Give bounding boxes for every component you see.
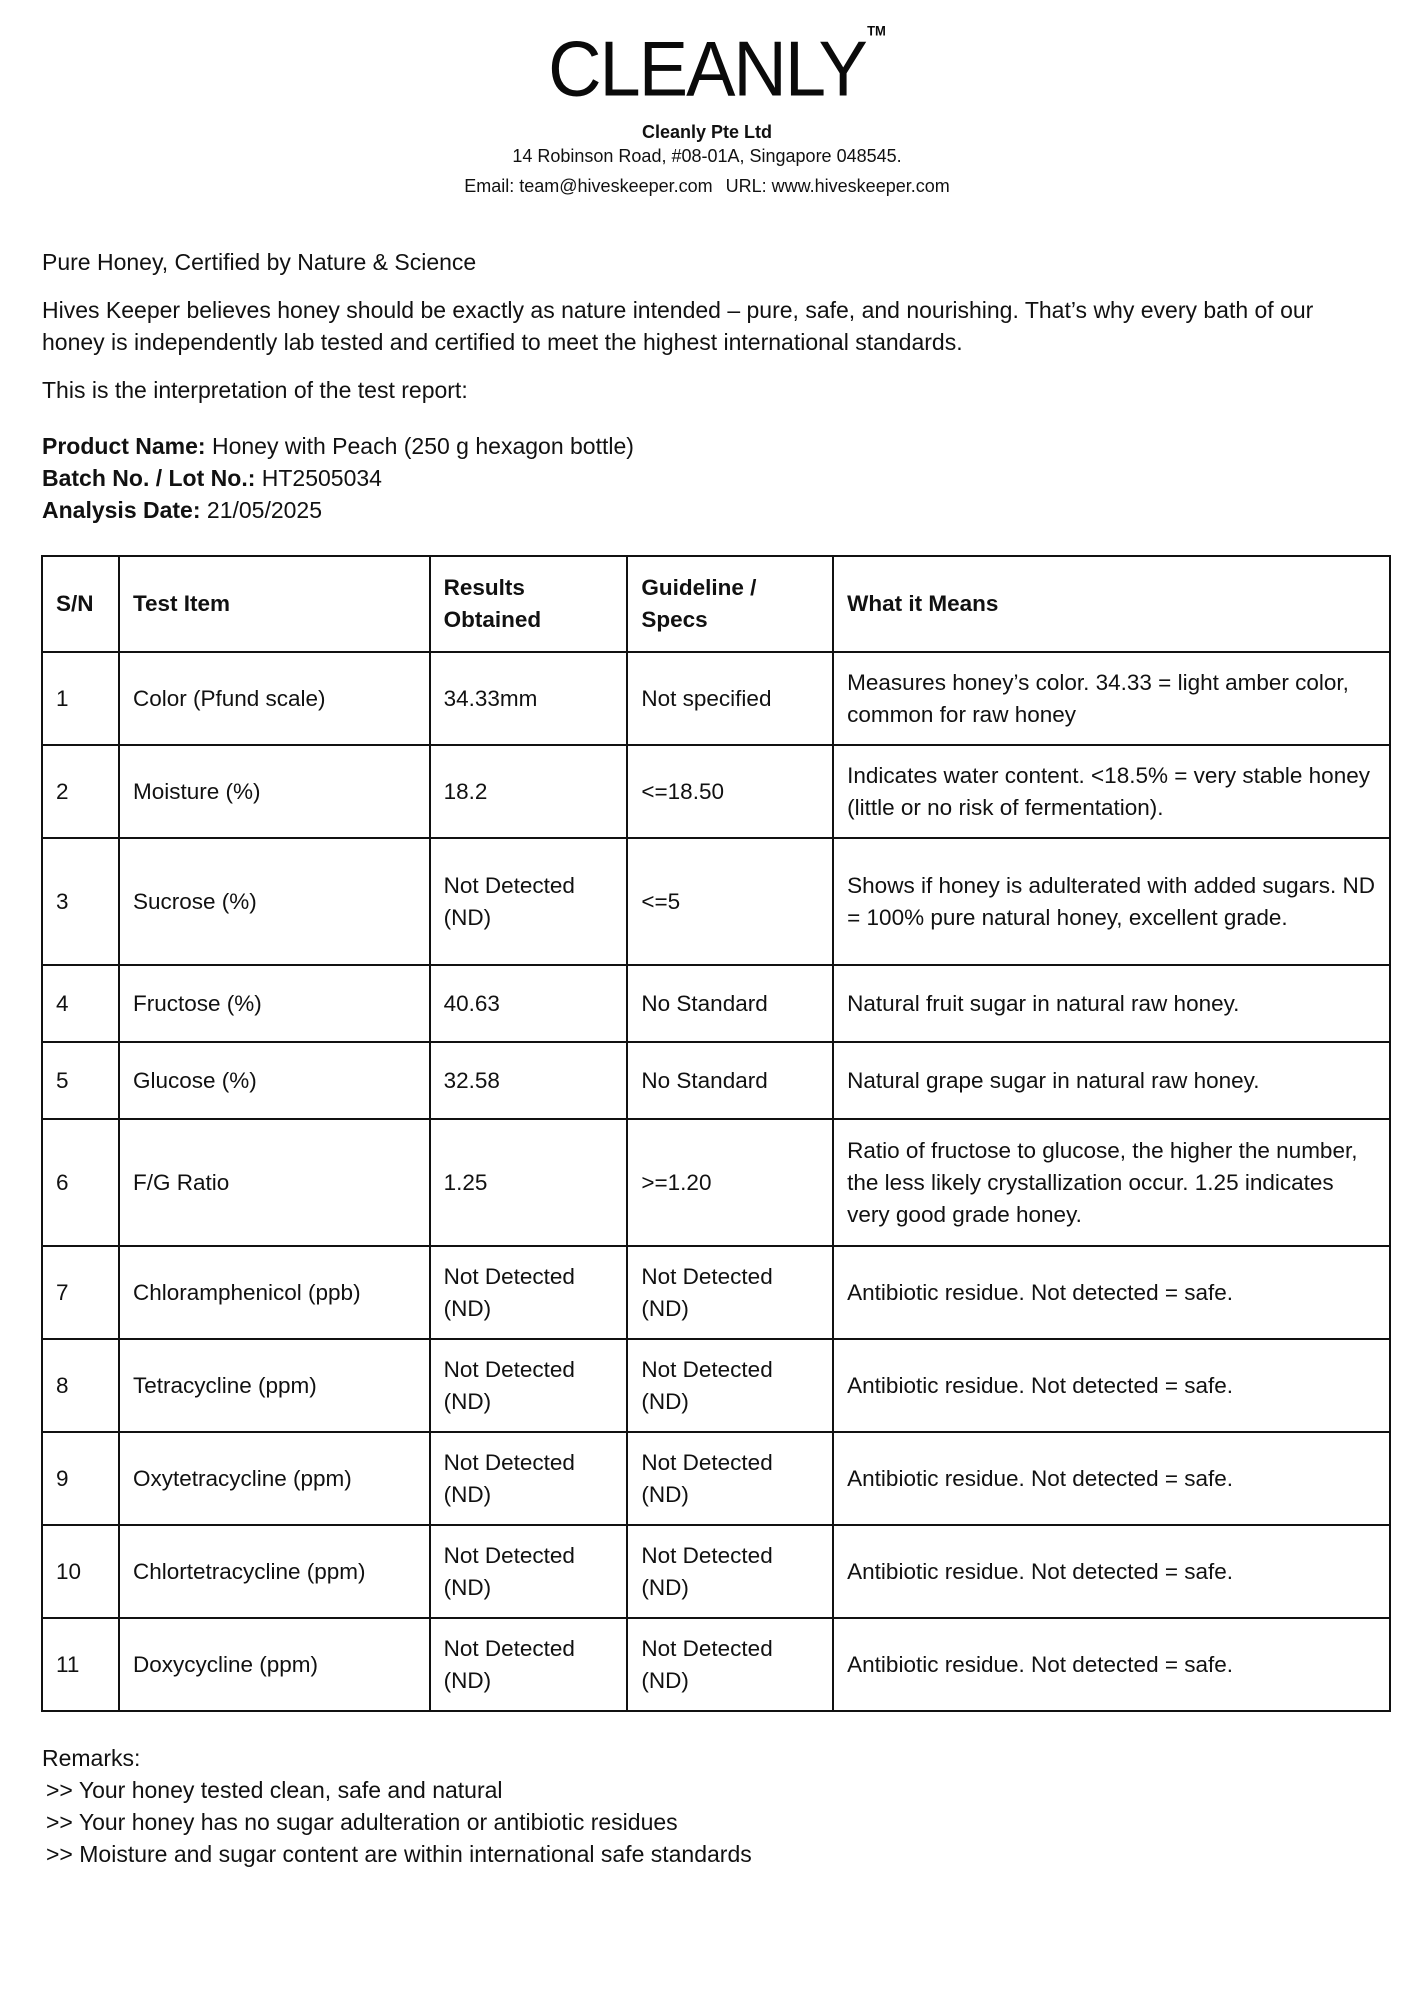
table-row bbox=[42, 1525, 1390, 1618]
header-guideline: Guideline / Specs bbox=[627, 556, 833, 652]
cell-sn: 5 bbox=[42, 1042, 119, 1119]
test-results-table bbox=[41, 555, 1391, 1712]
logo-wordmark: CLEANLY TM bbox=[548, 22, 886, 113]
table-row bbox=[42, 1042, 1390, 1119]
cell-sn: 2 bbox=[42, 745, 119, 838]
cell-meaning: Antibiotic residue. Not detected = safe. bbox=[833, 1525, 1390, 1618]
contact-url: URL: www.hiveskeeper.com bbox=[725, 176, 950, 196]
cell-spec: <=18.50 bbox=[627, 745, 833, 838]
product-name-line bbox=[42, 430, 1382, 462]
table-row bbox=[42, 1339, 1390, 1432]
cell-result: Not Detected (ND) bbox=[430, 1618, 628, 1711]
cell-item: F/G Ratio bbox=[119, 1119, 430, 1246]
cell-result: 18.2 bbox=[430, 745, 628, 838]
batch-value: HT2505034 bbox=[261, 465, 382, 491]
cell-meaning: Ratio of fructose to glucose, the higher the number, the less likely crystallization occur. 1.25 indicates very good grade honey. bbox=[833, 1119, 1390, 1246]
cell-item: Fructose (%) bbox=[119, 965, 430, 1042]
header-test-item: Test Item bbox=[119, 556, 430, 652]
table-row bbox=[42, 1119, 1390, 1246]
batch-line bbox=[42, 462, 1382, 494]
cell-item: Doxycycline (ppm) bbox=[119, 1618, 430, 1711]
tagline: Pure Honey, Certified by Nature & Science bbox=[42, 249, 477, 275]
cell-meaning: Antibiotic residue. Not detected = safe. bbox=[833, 1339, 1390, 1432]
cell-sn: 11 bbox=[42, 1618, 119, 1711]
cell-item: Moisture (%) bbox=[119, 745, 430, 838]
cell-result: Not Detected (ND) bbox=[430, 1246, 628, 1339]
remarks-title: Remarks: bbox=[42, 1745, 141, 1771]
company-contact bbox=[0, 176, 1414, 197]
cell-meaning: Antibiotic residue. Not detected = safe. bbox=[833, 1432, 1390, 1525]
cell-result: 32.58 bbox=[430, 1042, 628, 1119]
cell-spec: <=5 bbox=[627, 838, 833, 965]
cell-spec: No Standard bbox=[627, 965, 833, 1042]
cell-sn: 10 bbox=[42, 1525, 119, 1618]
company-name: Cleanly Pte Ltd bbox=[641, 122, 773, 142]
cell-sn: 1 bbox=[42, 652, 119, 745]
analysis-date-value: 21/05/2025 bbox=[206, 497, 323, 523]
table-row bbox=[42, 1432, 1390, 1525]
product-name-value: Honey with Peach (250 g hexagon bottle) bbox=[211, 433, 634, 459]
remark-item: >> Your honey tested clean, safe and natural bbox=[46, 1777, 503, 1803]
cell-meaning: Indicates water content. <18.5% = very stable honey (little or no risk of fermentation). bbox=[833, 745, 1390, 838]
intro-paragraph: Hives Keeper believes honey should be exactly as nature intended – pure, safe, and nourishing. That’s why every bath of our honey is independently lab tested and certified to meet the highest international standards. bbox=[42, 297, 1314, 355]
cell-meaning: Shows if honey is adulterated with added sugars. ND = 100% pure natural honey, excellent grade. bbox=[833, 838, 1390, 965]
remark-item: >> Moisture and sugar content are within international safe standards bbox=[46, 1841, 752, 1867]
cell-meaning: Antibiotic residue. Not detected = safe. bbox=[833, 1246, 1390, 1339]
table-row bbox=[42, 965, 1390, 1042]
cell-result: Not Detected (ND) bbox=[430, 1525, 628, 1618]
cell-result: 34.33mm bbox=[430, 652, 628, 745]
header-sn: S/N bbox=[42, 556, 119, 652]
cell-sn: 7 bbox=[42, 1246, 119, 1339]
remarks-section bbox=[42, 1742, 752, 1870]
table-row bbox=[42, 838, 1390, 965]
cell-item: Tetracycline (ppm) bbox=[119, 1339, 430, 1432]
cell-meaning: Measures honey’s color. 34.33 = light amber color, common for raw honey bbox=[833, 652, 1390, 745]
cell-result: 40.63 bbox=[430, 965, 628, 1042]
cell-item: Color (Pfund scale) bbox=[119, 652, 430, 745]
cell-result: Not Detected (ND) bbox=[430, 1432, 628, 1525]
header-results: Results Obtained bbox=[430, 556, 628, 652]
cell-spec: Not Detected (ND) bbox=[627, 1618, 833, 1711]
contact-email: Email: team@hiveskeeper.com bbox=[464, 176, 713, 196]
cell-item: Chlortetracycline (ppm) bbox=[119, 1525, 430, 1618]
table-header-row bbox=[42, 556, 1390, 652]
company-logo bbox=[0, 22, 1414, 113]
analysis-date-label: Analysis Date: bbox=[42, 497, 201, 523]
cell-item: Chloramphenicol (ppb) bbox=[119, 1246, 430, 1339]
cell-item: Glucose (%) bbox=[119, 1042, 430, 1119]
cell-spec: Not Detected (ND) bbox=[627, 1525, 833, 1618]
product-name-label: Product Name: bbox=[42, 433, 206, 459]
trademark-symbol: TM bbox=[867, 22, 886, 39]
cell-result: 1.25 bbox=[430, 1119, 628, 1246]
cell-sn: 3 bbox=[42, 838, 119, 965]
cell-meaning: Natural grape sugar in natural raw honey. bbox=[833, 1042, 1390, 1119]
cell-item: Sucrose (%) bbox=[119, 838, 430, 965]
cell-sn: 4 bbox=[42, 965, 119, 1042]
remark-item: >> Your honey has no sugar adulteration or antibiotic residues bbox=[46, 1809, 678, 1835]
cell-sn: 8 bbox=[42, 1339, 119, 1432]
cell-meaning: Natural fruit sugar in natural raw honey. bbox=[833, 965, 1390, 1042]
table-row bbox=[42, 1618, 1390, 1711]
analysis-date-line bbox=[42, 494, 1382, 526]
cell-meaning: Antibiotic residue. Not detected = safe. bbox=[833, 1618, 1390, 1711]
cell-item: Oxytetracycline (ppm) bbox=[119, 1432, 430, 1525]
cell-spec: Not Detected (ND) bbox=[627, 1432, 833, 1525]
table-row bbox=[42, 745, 1390, 838]
cell-spec: >=1.20 bbox=[627, 1119, 833, 1246]
company-address: 14 Robinson Road, #08-01A, Singapore 048545. bbox=[512, 146, 902, 166]
header-meaning: What it Means bbox=[833, 556, 1390, 652]
cell-sn: 9 bbox=[42, 1432, 119, 1525]
interpretation-note: This is the interpretation of the test report: bbox=[42, 377, 468, 403]
cell-spec: Not specified bbox=[627, 652, 833, 745]
cell-spec: Not Detected (ND) bbox=[627, 1339, 833, 1432]
cell-result: Not Detected (ND) bbox=[430, 1339, 628, 1432]
cell-sn: 6 bbox=[42, 1119, 119, 1246]
table-row bbox=[42, 652, 1390, 745]
cell-spec: No Standard bbox=[627, 1042, 833, 1119]
table-row bbox=[42, 1246, 1390, 1339]
cell-spec: Not Detected (ND) bbox=[627, 1246, 833, 1339]
batch-label: Batch No. / Lot No.: bbox=[42, 465, 256, 491]
product-details bbox=[42, 430, 1382, 526]
cell-result: Not Detected (ND) bbox=[430, 838, 628, 965]
